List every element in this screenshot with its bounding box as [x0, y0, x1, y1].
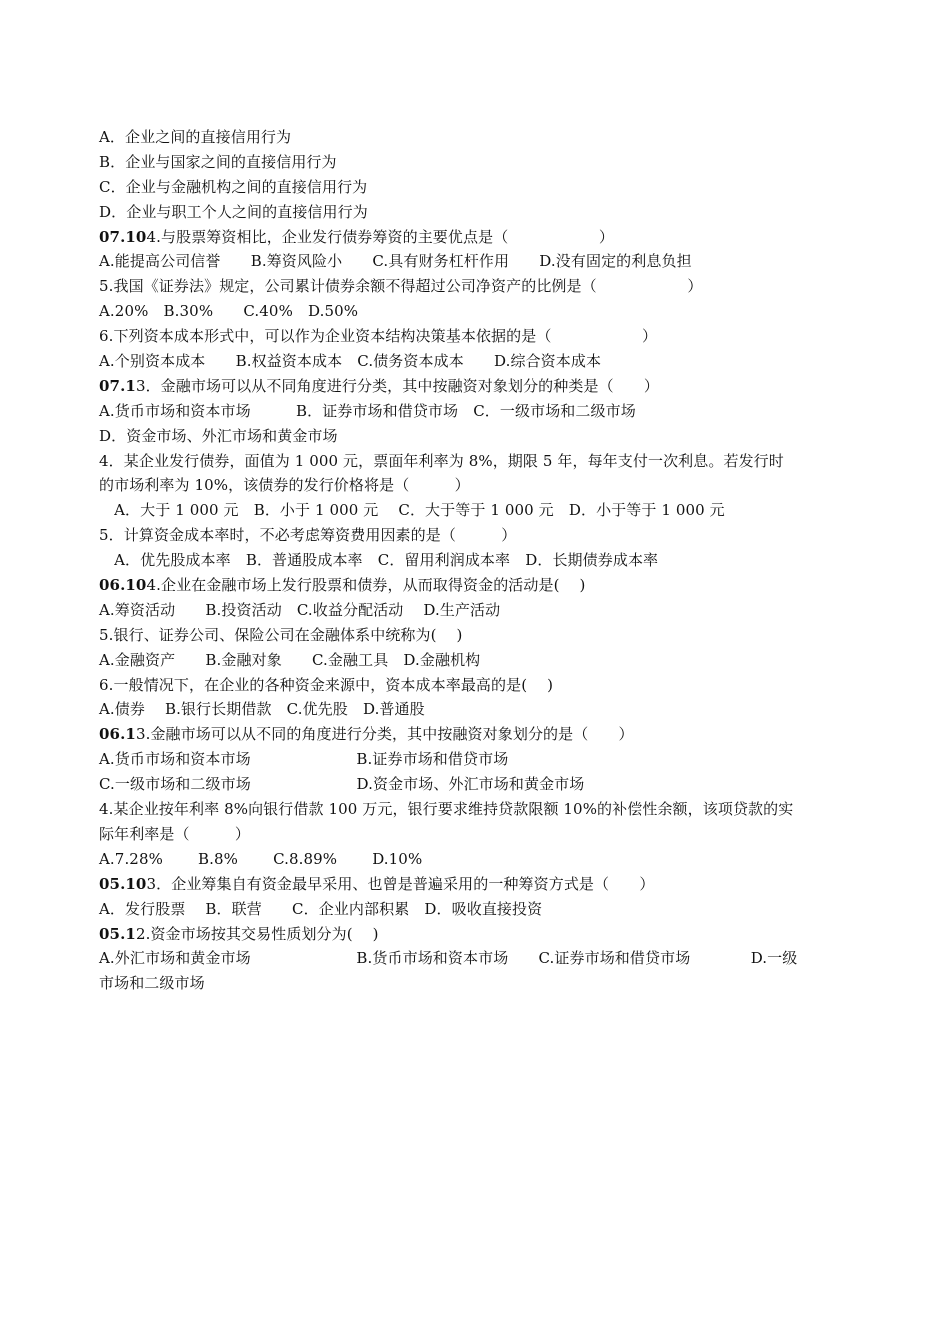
- text-line: [99, 573, 859, 598]
- text-line: [99, 623, 859, 648]
- line-text: B．企业与国家之间的直接信用行为: [99, 152, 337, 171]
- exam-date-label: 06.10: [99, 576, 147, 595]
- exam-date-label: 07.10: [99, 227, 147, 246]
- line-text: D．企业与职工个人之间的直接信用行为: [99, 202, 368, 221]
- text-line: [99, 648, 859, 673]
- line-text: 际年利率是（ ）: [99, 824, 251, 843]
- text-line: [99, 946, 859, 971]
- text-line: [99, 872, 859, 897]
- line-text: C．企业与金融机构之间的直接信用行为: [99, 177, 368, 196]
- line-text: 5．计算资金成本率时，不必考虑筹资费用因素的是（ ）: [99, 526, 517, 545]
- text-line: [99, 673, 859, 698]
- line-text: 的市场利率为 10%，该债券的发行价格将是（ ）: [99, 476, 470, 495]
- text-line: [99, 349, 859, 374]
- line-text: 3.金融市场可以从不同的角度进行分类，其中按融资对象划分的是（ ）: [135, 725, 634, 744]
- text-line: [99, 822, 859, 847]
- text-line: [99, 922, 859, 947]
- line-text: D．资金市场、外汇市场和黄金市场: [99, 426, 338, 445]
- text-line: [99, 150, 859, 175]
- line-text: A.20% B.30% C.40% D.50%: [99, 302, 359, 321]
- line-text: A.个别资本成本 B.权益资本成本 C.债务资本成本 D.综合资本成本: [99, 352, 602, 371]
- text-line: [99, 697, 859, 722]
- text-line: [99, 598, 859, 623]
- line-text: A.货币市场和资本市场 B.证券市场和借贷市场: [99, 750, 509, 769]
- line-text: A．大于 1 000 元 B．小于 1 000 元 C．大于等于 1 000 元 D．小于等于 1 000 元: [99, 501, 725, 520]
- text-line: [99, 374, 859, 399]
- text-line: [99, 424, 859, 449]
- line-text: 4.某企业按年利率 8%向银行借款 100 万元，银行要求维持贷款限额 10%的补偿性余额，该项贷款的实: [99, 800, 794, 819]
- text-line: [99, 847, 859, 872]
- text-line: [99, 249, 859, 274]
- line-text: A.货币市场和资本市场 B．证券市场和借贷市场 C．一级市场和二级市场: [99, 401, 636, 420]
- line-text: 3．金融市场可以从不同角度进行分类，其中按融资对象划分的种类是（ ）: [135, 376, 659, 395]
- text-line: [99, 175, 859, 200]
- line-text: 4．某企业发行债券，面值为 1 000 元，票面年利率为 8%，期限 5 年，每年支付一次利息。若发行时: [99, 451, 784, 470]
- text-line: [99, 548, 859, 573]
- text-line: [99, 399, 859, 424]
- line-text: 市场和二级市场: [99, 974, 205, 993]
- text-line: [99, 125, 859, 150]
- text-line: [99, 449, 859, 474]
- text-line: [99, 797, 859, 822]
- line-text: A.外汇市场和黄金市场 B.货币市场和资本市场 C.证券市场和借贷市场 D.一级: [99, 949, 798, 968]
- text-line: [99, 324, 859, 349]
- text-line: [99, 772, 859, 797]
- text-line: [99, 747, 859, 772]
- exam-date-label: 06.1: [99, 725, 136, 744]
- text-line: [99, 274, 859, 299]
- line-text: 2.资金市场按其交易性质划分为( ): [135, 924, 379, 943]
- line-text: A.筹资活动 B.投资活动 C.收益分配活动 D.生产活动: [99, 600, 501, 619]
- line-text: 5.我国《证券法》规定，公司累计债券余额不得超过公司净资产的比例是（ ）: [99, 277, 703, 296]
- line-text: 4.与股票筹资相比，企业发行债券筹资的主要优点是（ ）: [146, 227, 614, 246]
- exam-date-label: 05.1: [99, 924, 136, 943]
- exam-date-label: 07.1: [99, 376, 136, 395]
- text-line: [99, 473, 859, 498]
- line-text: A．发行股票 B．联营 C．企业内部积累 D．吸收直接投资: [99, 899, 543, 918]
- exam-date-label: 05.10: [99, 874, 147, 893]
- line-text: 3．企业筹集自有资金最早采用、也曾是普遍采用的一种筹资方式是（ ）: [146, 874, 655, 893]
- line-text: 4.企业在金融市场上发行股票和债券，从而取得资金的活动是( ): [146, 576, 586, 595]
- line-text: A．企业之间的直接信用行为: [99, 128, 292, 146]
- line-text: A.债券 B.银行长期借款 C.优先股 D.普通股: [99, 700, 425, 719]
- line-text: A.金融资产 B.金融对象 C.金融工具 D.金融机构: [99, 650, 481, 669]
- document-page: [99, 125, 859, 996]
- text-line: [99, 722, 859, 747]
- text-line: [99, 200, 859, 225]
- text-line: [99, 498, 859, 523]
- line-text: 5.银行、证券公司、保险公司在金融体系中统称为( ): [99, 625, 463, 644]
- text-line: [99, 971, 859, 996]
- line-text: A．优先股成本率 B．普通股成本率 C．留用利润成本率 D．长期债券成本率: [99, 551, 659, 570]
- line-text: A.7.28% B.8% C.8.89% D.10%: [99, 849, 423, 868]
- text-line: [99, 225, 859, 250]
- text-line: [99, 299, 859, 324]
- text-line: [99, 897, 859, 922]
- text-line: [99, 523, 859, 548]
- line-text: C.一级市场和二级市场 D.资金市场、外汇市场和黄金市场: [99, 775, 585, 794]
- line-text: 6.下列资本成本形式中，可以作为企业资本结构决策基本依据的是（ ）: [99, 327, 658, 346]
- line-text: A.能提高公司信誉 B.筹资风险小 C.具有财务杠杆作用 D.没有固定的利息负担: [99, 252, 692, 271]
- line-text: 6.一般情况下，在企业的各种资金来源中，资本成本率最高的是( ): [99, 675, 554, 694]
